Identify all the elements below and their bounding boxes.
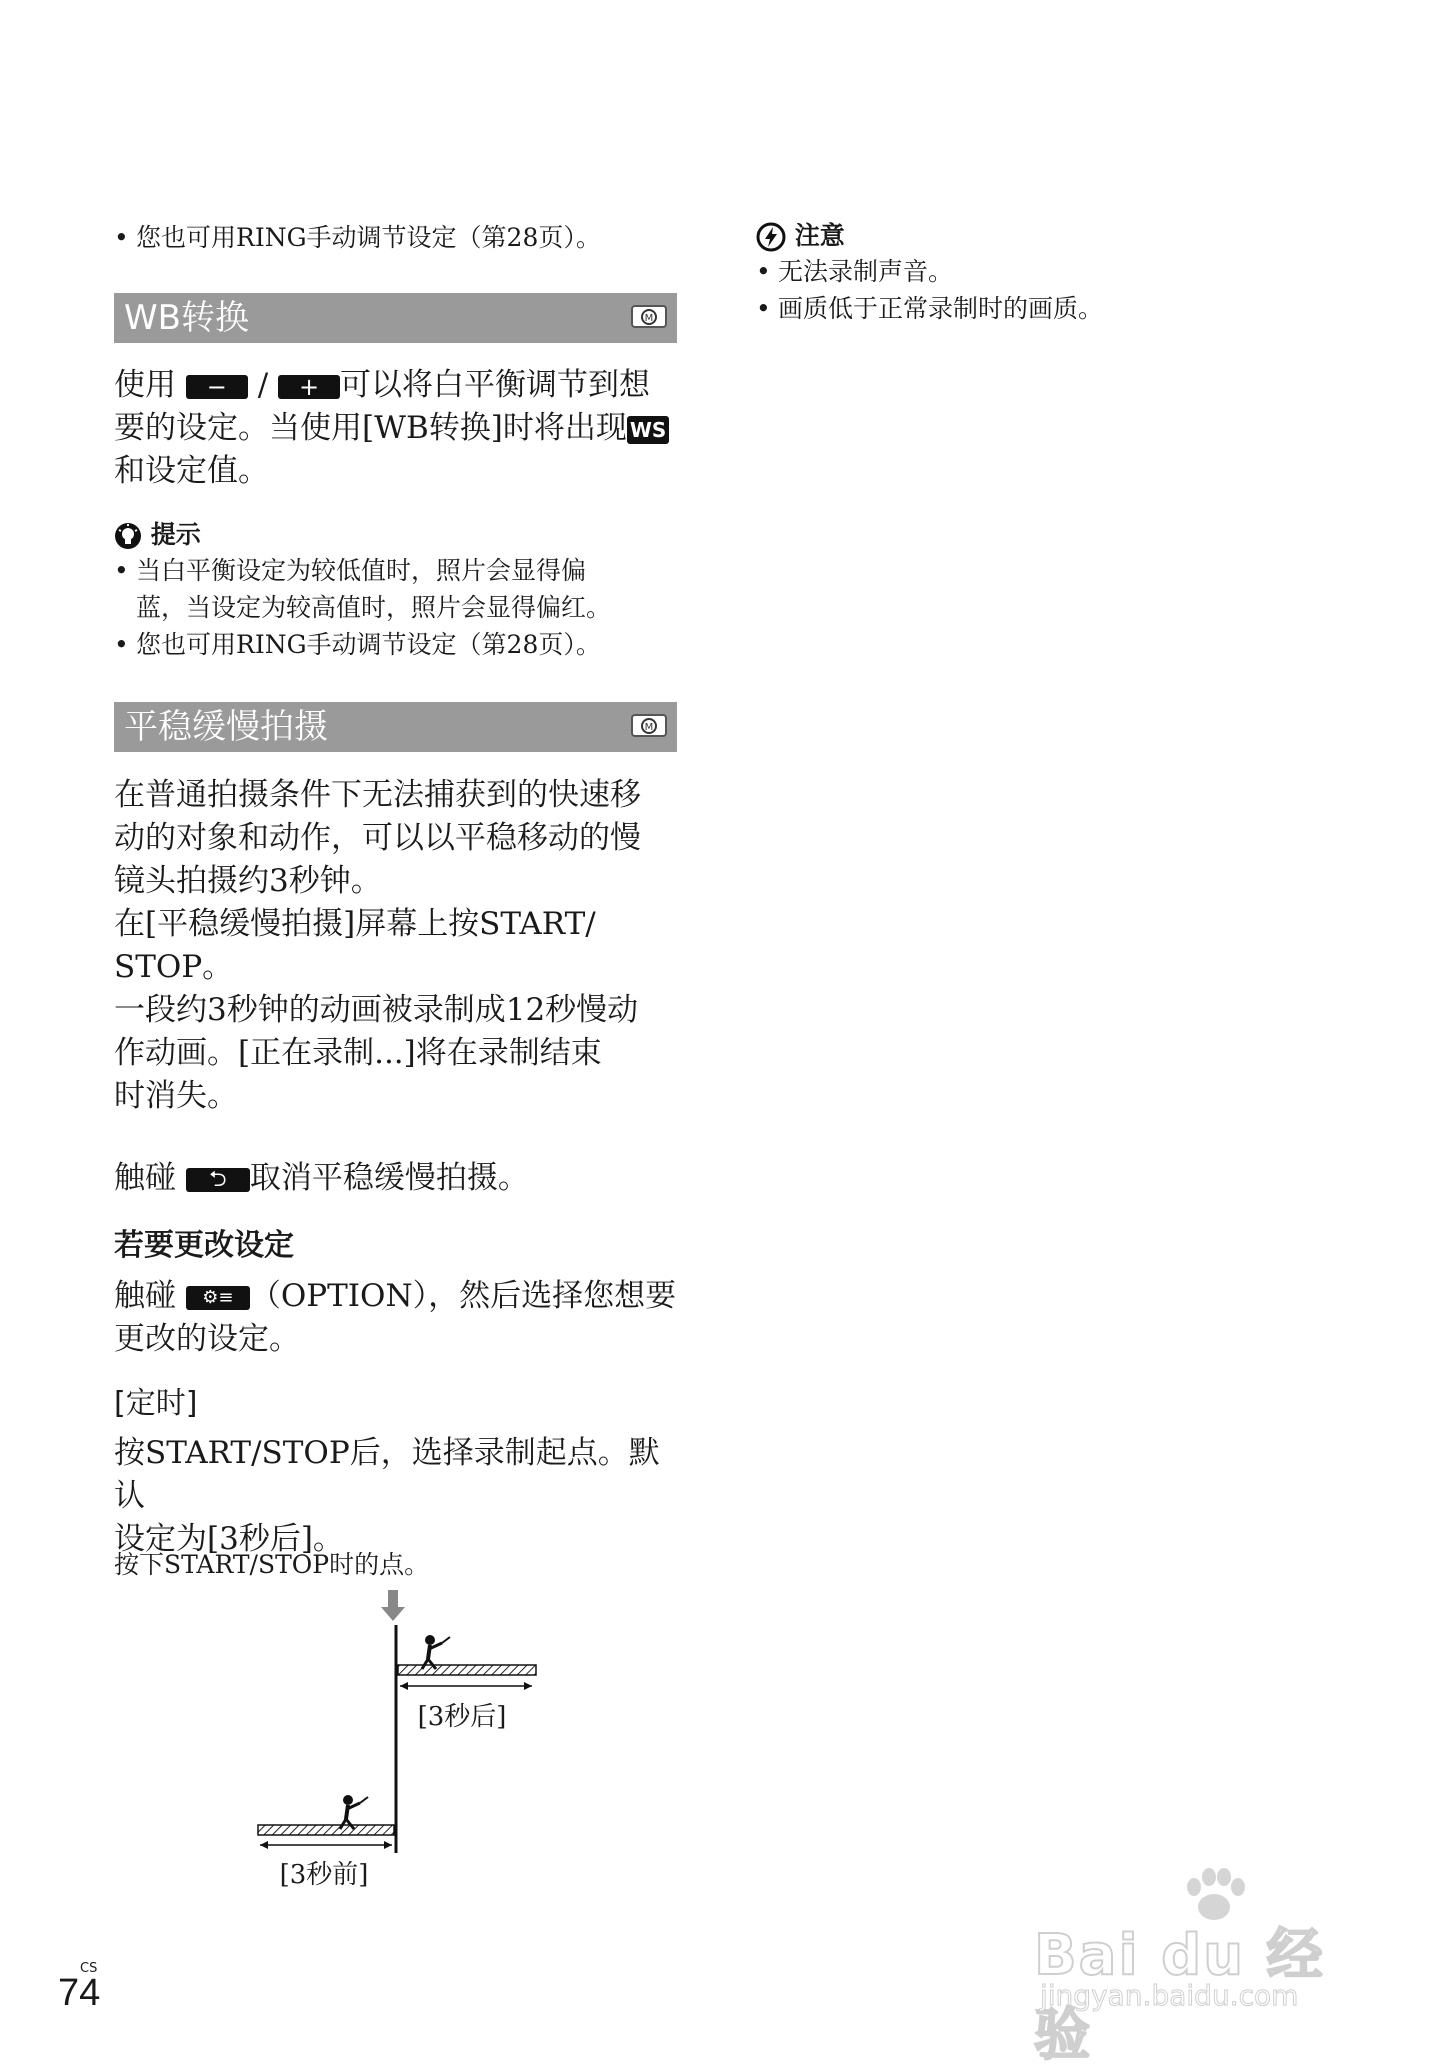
cancel-line: 触碰 ⮌ 取消平稳缓慢拍摄。 — [114, 1160, 529, 1196]
label-after: [3秒后] — [417, 1702, 507, 1732]
option-button-icon: ⚙≡ — [186, 1286, 250, 1310]
watermark-url: jingyan.baidu.com — [1040, 1979, 1299, 2012]
timer-title: [定时] — [114, 1386, 198, 1421]
caution-block: 注意 • 无法录制声音。 • 画质低于正常录制时的画质。 — [756, 221, 1104, 323]
svg-text:M: M — [644, 722, 654, 733]
timer-body: 按START/STOP后，选择录制起点。默认 设定为[3秒后]。 — [114, 1435, 660, 1557]
change-settings-title: 若要更改设定 — [114, 1228, 294, 1263]
down-arrow-icon — [381, 1607, 405, 1621]
caution-icon — [756, 222, 786, 252]
section-header-wb — [114, 293, 677, 343]
return-button-icon: ⮌ — [186, 1168, 250, 1192]
wb-body: 使用 − / + 可以将白平衡调节到想 要的设定。当使用[WB转换]时将出现 WS 和设定值。 — [114, 364, 684, 493]
top-bullet: • 您也可用RING手动调节设定（第28页）。 — [114, 223, 601, 252]
label-before: [3秒前] — [279, 1860, 369, 1890]
manual-mode-icon — [631, 712, 667, 738]
ws-indicator-icon: WS — [627, 416, 669, 444]
caution-title: 注意 — [794, 221, 845, 250]
hint-title: 提示 — [150, 520, 201, 549]
after-track — [398, 1665, 536, 1675]
slow-motion-body: 在普通拍摄条件下无法捕获到的快速移 动的对象和动作，可以以平稳移动的慢 镜头拍摄约3秒钟。 在[平稳缓慢拍摄]屏幕上按START/ STOP。 一段约3秒钟的动画被录制成12秒慢动 作动画。[正在录制...]将在录制结束 时消失。 — [114, 777, 641, 1114]
section-header-slow-motion — [114, 702, 677, 752]
plus-button-icon: + — [278, 375, 340, 399]
before-track — [258, 1825, 394, 1835]
section-title: WB转换 — [124, 298, 249, 338]
change-settings-body: 触碰 ⚙≡ （OPTION），然后选择您想要 更改的设定。 — [114, 1278, 677, 1357]
section-title: 平稳缓慢拍摄 — [124, 707, 328, 747]
timer-diagram — [250, 1585, 550, 1895]
watermark-brand: Bai du 经验 — [1034, 1923, 1325, 2068]
runner-icon — [422, 1635, 450, 1669]
page-number: 74 — [58, 1972, 101, 2014]
svg-text:M: M — [644, 313, 654, 324]
runner-icon — [340, 1795, 368, 1829]
lightbulb-icon — [114, 522, 142, 550]
language-code: CS — [80, 1961, 98, 1976]
diagram-caption: 按下START/STOP时的点。 — [114, 1550, 430, 1579]
minus-button-icon: − — [186, 375, 248, 399]
manual-mode-icon — [631, 303, 667, 329]
hint-block: 提示 • 当白平衡设定为较低值时，照片会显得偏 蓝，当设定为较高值时，照片会显得偏红。 • 您也可用RING手动调节设定（第28页）。 — [114, 520, 612, 659]
baidu-watermark — [1034, 1875, 1364, 2068]
